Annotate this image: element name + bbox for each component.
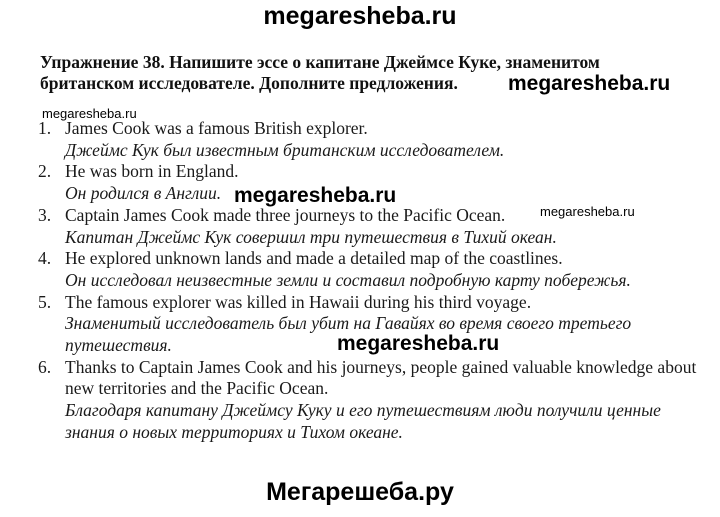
list-item-4 (38, 248, 698, 291)
list-item-6 (38, 357, 698, 444)
exercise-heading-line-1: Упражнение 38. Напишите эссе о капитане Джеймсе Куке, знаменитом (40, 52, 600, 72)
item-translation: Он родился в Англии. (65, 183, 222, 204)
item-number: 1. (38, 118, 52, 138)
watermark-mid-2: megaresheba.ru (337, 332, 500, 355)
item-english: He explored unknown lands and made a detailed map of the coastlines. (65, 248, 563, 269)
list-item-1 (38, 118, 698, 161)
item-english: Captain James Cook made three journeys to the Pacific Ocean. (65, 204, 506, 225)
item-number: 5. (38, 291, 52, 312)
item-translation: Благодаря капитану Джеймсу Куку и его путешествиям люди получили ценные знания о новых территориях и Тихом океане. (65, 400, 661, 442)
watermark-top: megaresheba.ru (263, 2, 457, 30)
watermark-bottom: Мегарешеба.ру (266, 478, 454, 506)
watermark-small-2: megaresheba.ru (540, 204, 635, 219)
item-translation: Он исследовал неизвестные земли и составил подробную карту побережья. (65, 269, 631, 290)
item-english: He was born in England. (65, 161, 239, 182)
item-english: The famous explorer was killed in Hawaii during his third voyage. (65, 291, 532, 312)
watermark-small-1: megaresheba.ru (42, 106, 137, 121)
item-english: James Cook was a famous British explorer. (65, 118, 368, 138)
item-number: 4. (38, 248, 52, 269)
watermark-heading: megaresheba.ru (508, 72, 671, 95)
item-translation: Знаменитый исследователь был убит на Гавайях во время своего третьего путешествия. (65, 313, 632, 356)
item-number: 3. (38, 204, 52, 225)
watermark-mid-1: megaresheba.ru (234, 184, 397, 207)
item-translation: Джеймс Кук был известным британским исследователем. (65, 139, 505, 160)
item-english: Thanks to Captain James Cook and his journeys, people gained valuable knowledge about new territories and the Pacific Ocean. (65, 356, 697, 399)
exercise-list (38, 118, 698, 444)
item-number: 6. (38, 356, 52, 377)
exercise-heading-line-2: британском исследователе. Дополните предложения. (40, 73, 458, 93)
item-translation: Капитан Джеймс Кук совершил три путешествия в Тихий океан. (65, 226, 557, 247)
item-number: 2. (38, 161, 52, 182)
